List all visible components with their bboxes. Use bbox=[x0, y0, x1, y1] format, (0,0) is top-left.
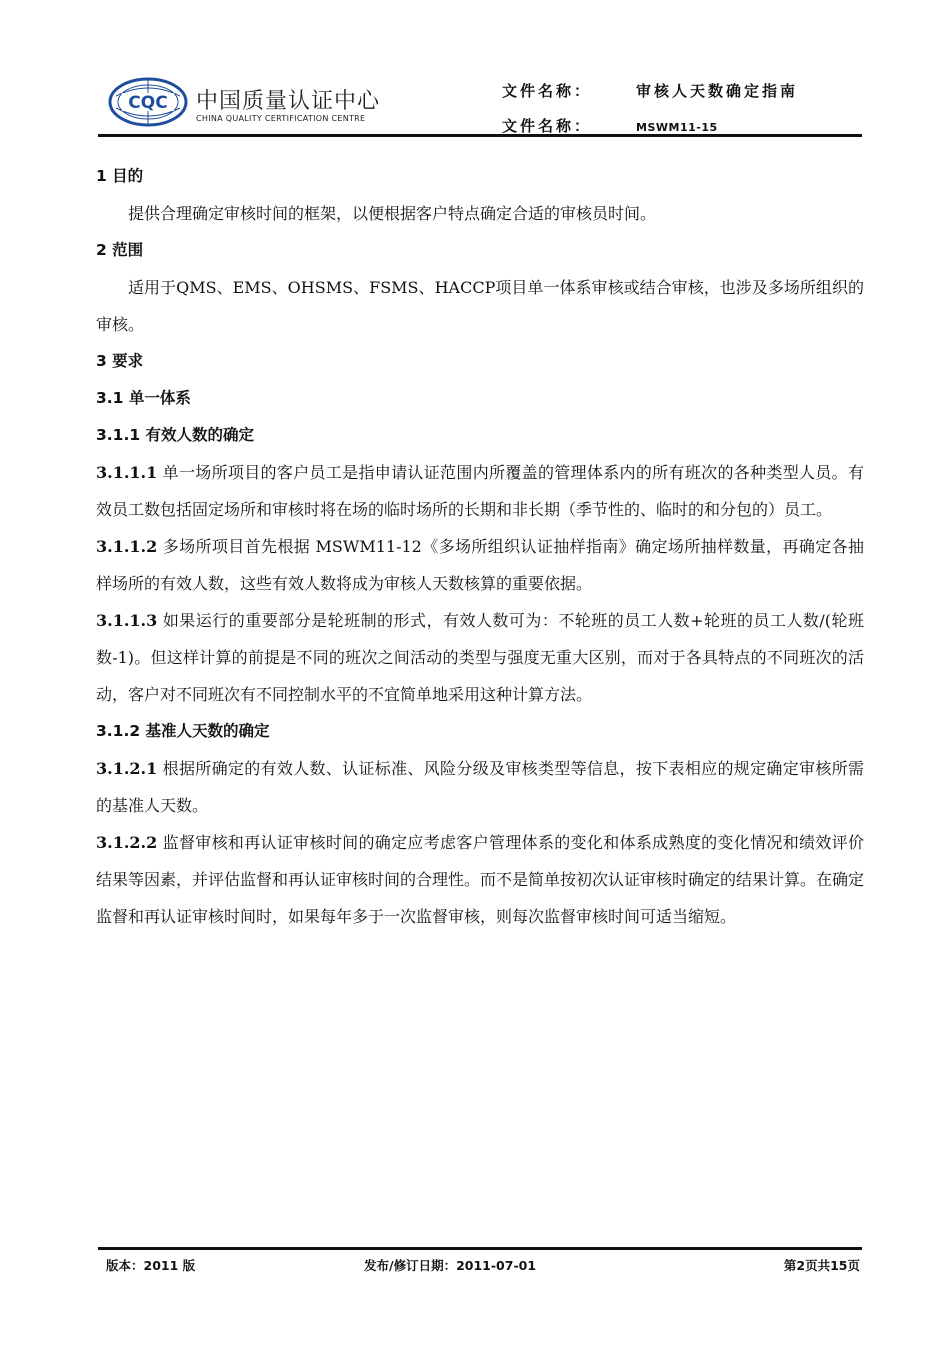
section-3-heading: 3 要求 bbox=[96, 352, 144, 370]
revision-date: 发布/修订日期：2011-07-01 bbox=[364, 1258, 537, 1273]
document-code-label: 文件名称： bbox=[502, 117, 593, 135]
clause-3-1-2-2 bbox=[96, 824, 864, 935]
section-3-1-1-heading: 3.1.1 有效人数的确定 bbox=[96, 426, 255, 444]
clause-text: 如果运行的重要部分是轮班制的形式，有效人数可为：不轮班的员工人数+轮班的员工人数/(轮班数-1)。但这样计算的前提是不同的班次之间活动的类型与强度无重大区别，而对于各具特点的不同班次的活动，客户对不同班次有不同控制水平的不宜简单地采用这种计算方法。 bbox=[96, 611, 864, 704]
clause-number: 3.1.1.1 bbox=[96, 463, 158, 482]
clause-3-1-1-3 bbox=[96, 602, 864, 713]
document-title-row bbox=[502, 80, 798, 101]
section-3-1-heading: 3.1 单一体系 bbox=[96, 389, 191, 407]
section-2-text: 适用于QMS、EMS、OHSMS、FSMS、HACCP项目单一体系审核或结合审核，也涉及多场所组织的审核。 bbox=[96, 278, 864, 334]
org-name-en: CHINA QUALITY CERTIFICATION CENTRE bbox=[196, 114, 366, 123]
clause-3-1-1-1 bbox=[96, 454, 864, 528]
clause-text: 根据所确定的有效人数、认证标准、风险分级及审核类型等信息，按下表相应的规定确定审核所需的基准人天数。 bbox=[96, 759, 864, 815]
footer-divider bbox=[98, 1247, 862, 1250]
clause-number: 3.1.2.2 bbox=[96, 833, 158, 852]
document-title: 审核人天数确定指南 bbox=[636, 82, 799, 100]
section-1-text: 提供合理确定审核时间的框架，以便根据客户特点确定合适的审核员时间。 bbox=[128, 204, 657, 223]
clause-3-1-2-1 bbox=[96, 750, 864, 824]
clause-3-1-1-2 bbox=[96, 528, 864, 602]
clause-text: 单一场所项目的客户员工是指申请认证范围内所覆盖的管理体系内的所有班次的各种类型人员。有效员工数包括固定场所和审核时将在场的临时场所的长期和非长期（季节性的、临时的和分包的）员工。 bbox=[96, 463, 864, 519]
clause-text: 监督审核和再认证审核时间的确定应考虑客户管理体系的变化和体系成熟度的变化情况和绩效评价结果等因素，并评估监督和再认证审核时间的合理性。而不是简单按初次认证审核时确定的结果计算。在确定监督和再认证审核时间时，如果每年多于一次监督审核，则每次监督审核时间可适当缩短。 bbox=[96, 833, 865, 926]
version-label: 版本：2011 版 bbox=[106, 1258, 196, 1273]
document-title-label: 文件名称： bbox=[502, 82, 593, 100]
clause-number: 3.1.2.1 bbox=[96, 759, 158, 778]
page-number: 第2页共15页 bbox=[783, 1258, 860, 1273]
header-divider bbox=[98, 134, 862, 137]
section-1-heading: 1 目的 bbox=[96, 167, 144, 185]
document-body bbox=[96, 158, 864, 935]
clause-text: 多场所项目首先根据 MSWM11-12《多场所组织认证抽样指南》确定场所抽样数量，再确定各抽样场所的有效人数，这些有效人数将成为审核人天数核算的重要依据。 bbox=[96, 537, 864, 593]
section-3-1-2-heading: 3.1.2 基准人天数的确定 bbox=[96, 722, 270, 740]
cqc-logo-icon bbox=[106, 76, 190, 128]
cqc-logo bbox=[106, 76, 406, 128]
clause-number: 3.1.1.3 bbox=[96, 611, 158, 630]
document-code-row bbox=[502, 115, 718, 136]
document-code: MSWM11-15 bbox=[636, 121, 718, 134]
org-name-cn: 中国质量认证中心 bbox=[196, 89, 381, 114]
section-2-heading: 2 范围 bbox=[96, 241, 144, 259]
logo-mark-text: CQC bbox=[128, 93, 168, 113]
document-footer bbox=[98, 1256, 862, 1276]
document-header bbox=[98, 70, 862, 135]
clause-number: 3.1.1.2 bbox=[96, 537, 158, 556]
